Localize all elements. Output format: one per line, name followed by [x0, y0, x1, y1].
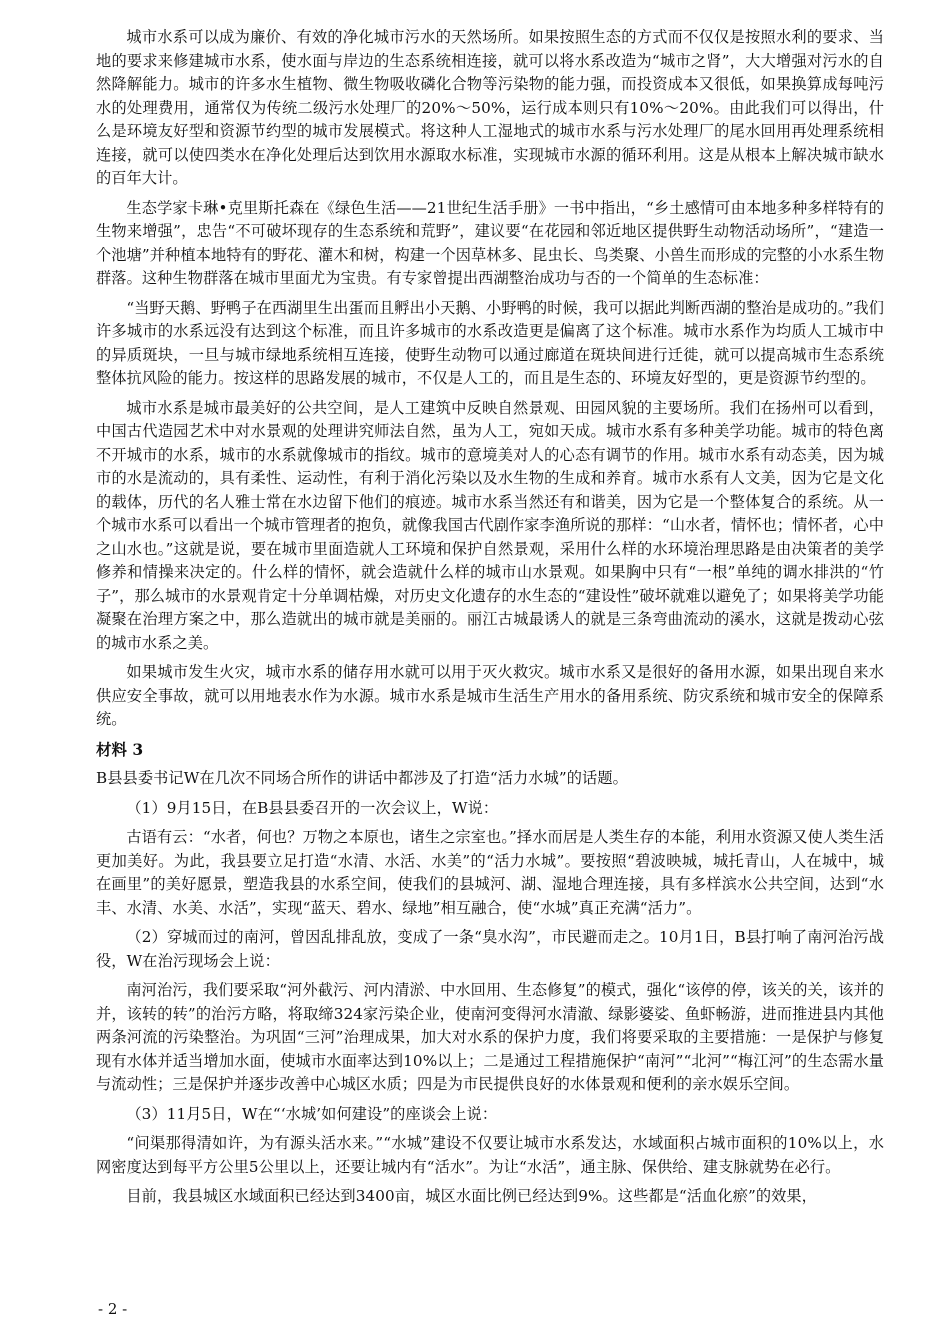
speech-paragraph: 古语有云：“水者，何也？万物之本原也，诸生之宗室也。”择水而居是人类生存的本能，利用水资源又使人类生活更加美好。为此，我县要立足打造“水清、水活、水美”的“活力水城”。要按照“碧波映城，城托青山，人在城中，城在画里”的美好愿景，塑造我县的水系空间，使我们的县城河、湖、湿地合理连接，具有多样滨水公共空间，达到“水丰、水清、水美、水活”，实现“蓝天、碧水、绿地”相互融合，使“水城”真正充满“活力”。 — [96, 828, 884, 917]
speech-paragraph: 南河治污，我们要采取“河外截污、河内清淤、中水回用、生态修复”的模式，强化“该停的停，该关的关，该并的并，该转的转”的治污方略，将取缔324家污染企业，使南河变得河水清澈、绿影婆娑、鱼虾畅游，进而推进县内其他两条河流的污染整治。为巩固“三河”治理成果，加大对水系的保护力度，我们将要采取的主要措施：一是保护与修复现有水体并适当增加水面，使城市水面率达到10%以上；二是通过工程措施保护“南河”“北河”“梅江河”的生态需水量与流动性；三是保护并逐步改善中心城区水质；四是为市民提供良好的水体景观和便利的亲水娱乐空间。 — [96, 981, 884, 1093]
paragraph: （3）11月5日，W在“‘水城’如何建设”的座谈会上说： — [126, 1104, 498, 1123]
paragraph: B县县委书记W在几次不同场合所作的讲话中都涉及了打造“活力水城”的话题。 — [96, 769, 628, 787]
document-page — [96, 26, 884, 1215]
page-number: - 2 - — [98, 1300, 128, 1318]
paragraph: 城市水系是城市最美好的公共空间，是人工建筑中反映自然景观、田园风貌的主要场所。我们在扬州可以看到，中国古代造园艺术中对水景观的处理讲究师法自然，虽为人工，宛如天成。城市水系有多种美学功能。城市的特色离不开城市的水系，城市的水系就像城市的指纹。城市的意境美对人的心态有调节的作用。城市水系有动态美，因为城市的水是流动的，具有柔性、运动性，有利于消化污染以及水生物的生成和养育。城市水系有人文美，因为它是文化的载体，历代的名人雅士常在水边留下他们的痕迹。城市水系当然还有和谐美，因为它是一个整体复合的系统。从一个城市水系可以看出一个城市管理者的抱负，就像我国古代剧作家李渔所说的那样：“山水者，情怀也；情怀者，心中之山水也。”这就是说，要在城市里面造就人工环境和保护自然景观，采用什么样的水环境治理思路是由决策者的美学修养和情操来决定的。什么样的情怀，就会造就什么样的城市山水景观。如果胸中只有“一根”单纯的调水排洪的“竹子”，那么城市的水景观肯定十分单调枯燥，对历史文化遗存的水生态的“建设性”破坏就难以避免了；如果将美学功能凝聚在治理方案之中，那么造就出的城市就是美丽的。丽江古城最诱人的就是三条弯曲流动的溪水，这就是拨动心弦的城市水系之美。 — [96, 398, 884, 652]
speech-paragraph: “问渠那得清如许，为有源头活水来。”“水城”建设不仅要让城市水系发达，水域面积占城市面积的10%以上，水网密度达到每平方公里5公里以上，还要让城内有“活水”。为让“水活”，通主脉、保供给、建支脉就势在必行。 — [96, 1134, 884, 1176]
speech-paragraph: 目前，我县城区水域面积已经达到3400亩，城区水面比例已经达到9%。这些都是“活血化瘀”的效果， — [126, 1187, 817, 1205]
quote-paragraph: “当野天鹅、野鸭子在西湖里生出蛋而且孵出小天鹅、小野鸭的时候，我可以据此判断西湖的整治是成功的。”我们许多城市的水系远没有达到这个标准，而且许多城市的水系改造更是偏离了这个标准。城市水系作为均质人工城市中的异质斑块，一旦与城市绿地系统相互连接，使野生动物可以通过廊道在斑块间进行迁徙，就可以提高城市生态系统整体抗风险的能力。按这样的思路发展的城市，不仅是人工的，而且是生态的、环境友好型的，更是资源节约型的。 — [96, 298, 884, 387]
paragraph: 如果城市发生火灾，城市水系的储存用水就可以用于灭火救灾。城市水系又是很好的备用水源，如果出现自来水供应安全事故，就可以用地表水作为水源。城市水系是城市生活生产用水的备用系统、防灾系统和城市安全的保障系统。 — [96, 663, 884, 728]
paragraph: 生态学家卡琳•克里斯托森在《绿色生活——21世纪生活手册》一书中指出，“乡土感情可由本地多种多样特有的生物来增强”，忠告“不可破坏现存的生态系统和荒野”，建议要“在花园和邻近地区提供野生动物活动场所”，“建造一个池塘”并种植本地特有的野花、灌木和树，构建一个因草林多、昆虫长、鸟类聚、小兽生而形成的完整的小水系生物群落。这种生物群落在城市里面尤为宝贵。有专家曾提出西湖整治成功与否的一个简单的生态标准： — [96, 198, 884, 287]
paragraph: 城市水系可以成为廉价、有效的净化城市污水的天然场所。如果按照生态的方式而不仅仅是按照水利的要求、当地的要求来修建城市水系，使水面与岸边的生态系统相连接，就可以将水系改造为“城市之肾”，大大增强对污水的自然降解能力。城市的许多水生植物、微生物吸收磷化合物等污染物的能力强，而投资成本又很低，如果换算成每吨污水的处理费用，通常仅为传统二级污水处理厂的20%～50%，运行成本则只有10%～20%。由此我们可以得出，什么是环境友好型和资源节约型的城市发展模式。将这种人工湿地式的城市水系与污水处理厂的尾水回用再处理系统相连接，就可以使四类水在净化处理后达到饮用水源取水标准，实现城市水源的循环利用。这是从根本上解决城市缺水的百年大计。 — [96, 28, 884, 187]
paragraph: （2）穿城而过的南河，曾因乱排乱放，变成了一条“臭水沟”，市民避而走之。10月1日，B县打响了南河治污战役，W在治污现场会上说： — [96, 928, 884, 970]
section-heading: 材料 3 — [96, 739, 144, 759]
paragraph: （1）9月15日，在B县县委召开的一次会议上，W说： — [126, 798, 499, 817]
